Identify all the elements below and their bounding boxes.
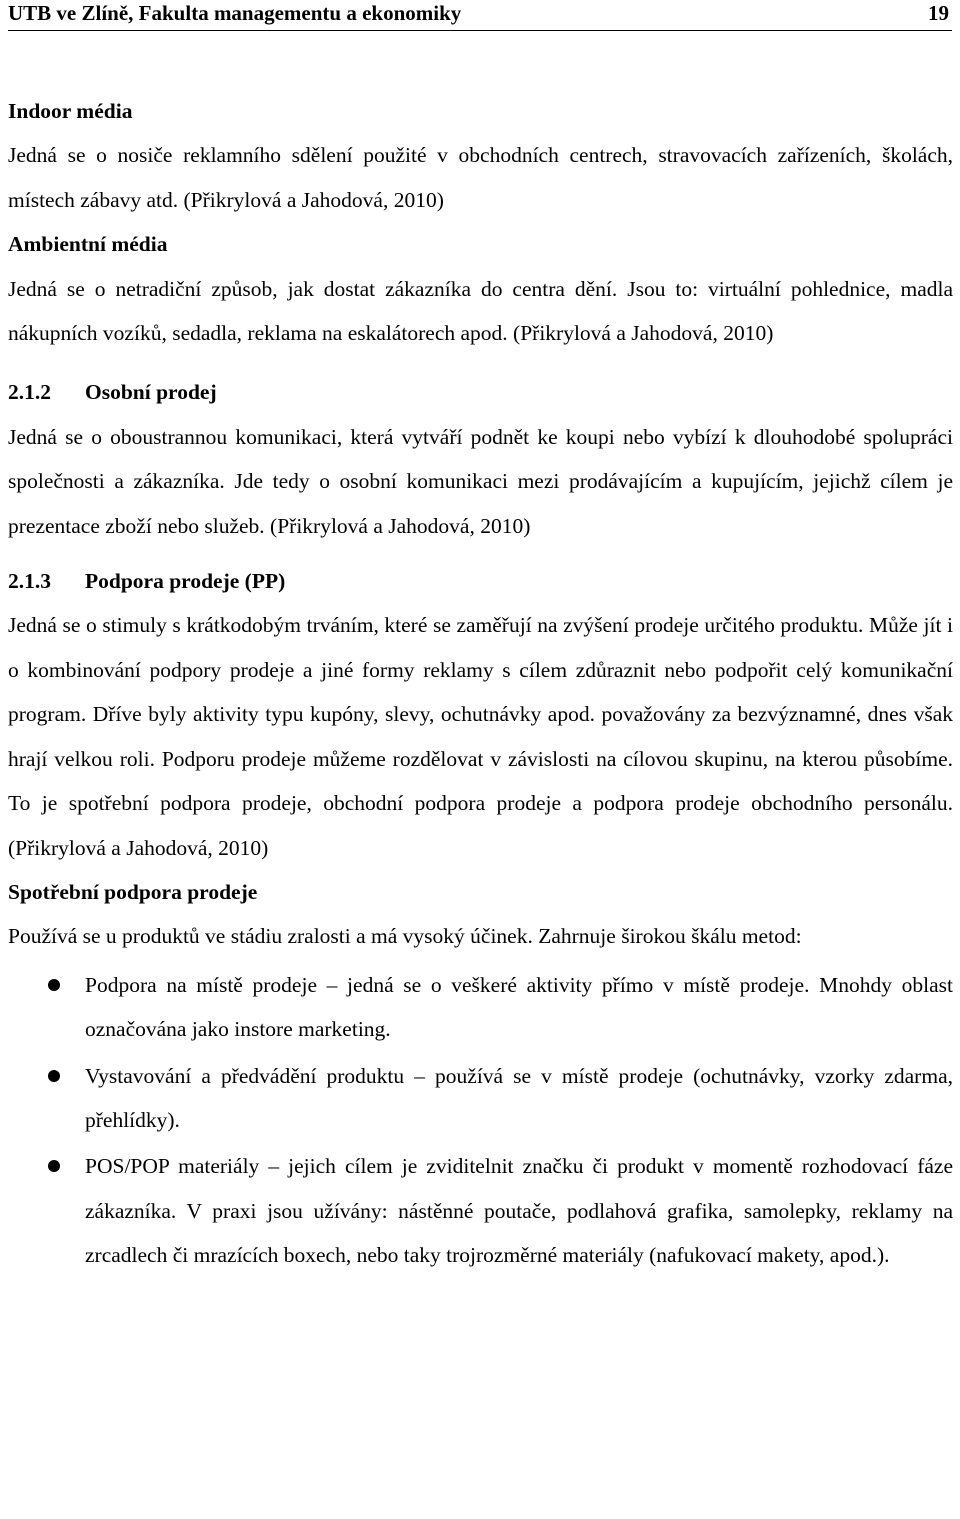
page-content <box>8 89 953 1280</box>
section-number: 2.1.2 <box>8 380 51 405</box>
list-item-text: POS/POP materiály – jejich cílem je zviditelnit značku či produkt v momentě rozhodovací fáze zákazníka. V praxi jsou užívány: nástěnné poutače, podlahová grafika, samolepky, reklamy na zrcadlech či mrazících boxech, nebo taky trojrozměrné materiály (nafukovací makety, apod.). <box>85 1154 953 1268</box>
personal-selling-paragraph: Jedná se o oboustrannou komunikaci, která vytváří podnět ke koupi nebo vybízí k dlouhodobé spolupráci společnosti a zákazníka. Jde tedy o osobní komunikaci mezi prodávajícím a kupujícím, jejichž cílem je prezentace zboží nebo služeb. (Přikrylová a Jahodová, 2010) <box>8 424 953 538</box>
list-item-text: Podpora na místě prodeje – jedná se o veškeré aktivity přímo v místě prodeje. Mnohdy oblast označována jako instore marketing. <box>85 972 953 1042</box>
section-heading-personal-selling <box>8 370 953 414</box>
section-title: Podpora prodeje (PP) <box>85 569 286 594</box>
list-item-text: Vystavování a předvádění produktu – používá se v místě prodeje (ochutnávky, vzorky zdarma, přehlídky). <box>85 1063 953 1132</box>
list-item <box>8 963 953 1052</box>
bullet-icon <box>48 1070 60 1082</box>
page-number: 19 <box>928 1 949 25</box>
section-heading-sales-promotion <box>8 559 953 603</box>
indoor-media-paragraph: Jedná se o nosiče reklamního sdělení použité v obchodních centrech, stravovacích zařízeních, školách, místech zábavy atd. (Přikrylová a Jahodová, 2010) <box>8 143 953 212</box>
section-number: 2.1.3 <box>8 569 51 594</box>
consumer-promotion-heading: Spotřební podpora prodeje <box>8 879 258 904</box>
bullet-icon <box>48 1160 60 1172</box>
consumer-promotion-paragraph: Používá se u produktů ve stádiu zralosti a má vysoký účinek. Zahrnuje širokou škálu metod: <box>8 924 802 949</box>
indoor-media-heading: Indoor média <box>8 99 133 123</box>
ambient-media-paragraph: Jedná se o netradiční způsob, jak dostat zákazníka do centra dění. Jsou to: virtuální pohlednice, madla nákupních vozíků, sedadla, reklama na eskalátorech apod. (Přikrylová a Jahodová, 2010) <box>8 276 953 346</box>
section-title: Osobní prodej <box>85 380 217 405</box>
running-header <box>8 0 952 31</box>
bullet-icon <box>48 979 60 991</box>
header-title: UTB ve Zlíně, Fakulta managementu a ekonomiky <box>8 1 462 25</box>
list-item <box>8 1144 953 1277</box>
ambient-media-heading: Ambientní média <box>8 232 168 257</box>
promotion-methods-list <box>8 963 953 1278</box>
list-item <box>8 1054 953 1143</box>
sales-promotion-paragraph: Jedná se o stimuly s krátkodobým trváním, které se zaměřují na zvýšení prodeje určitého produktu. Může jít i o kombinování podpory prodeje a jiné formy reklamy s cílem zdůraznit nebo podpořit celý komunikační program. Dříve byly aktivity typu kupóny, slevy, ochutnávky apod. považovány za bezvýznamné, dnes však hrají velkou roli. Podporu prodeje můžeme rozdělovat v závislosti na cílovou skupinu, na kterou působíme. To je spotřební podpora prodeje, obchodní podpora prodeje a podpora prodeje obchodního personálu. (Přikrylová a Jahodová, 2010) <box>8 613 953 860</box>
